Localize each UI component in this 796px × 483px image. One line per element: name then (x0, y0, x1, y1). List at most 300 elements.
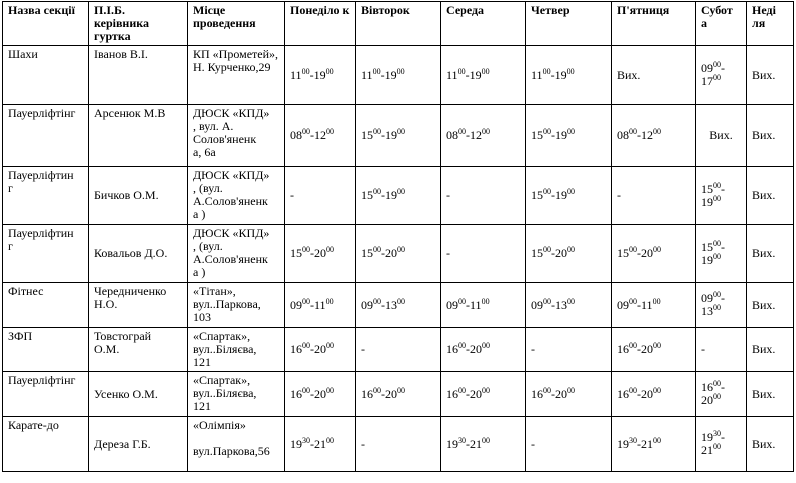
end-minutes: 00 (713, 193, 721, 203)
time-separator: - (551, 128, 555, 142)
schedule-value: Вих. (752, 297, 776, 312)
leader-name-line: Товстограй (94, 329, 152, 343)
place-cell (188, 372, 285, 417)
start-hour: 16 (617, 342, 629, 356)
place-cell (188, 225, 285, 283)
end-minutes: 00 (325, 296, 334, 306)
section-name: Пауерліфтінг (8, 106, 76, 120)
start-minutes: 00 (629, 296, 637, 306)
end-minutes: 00 (397, 245, 405, 254)
start-minutes: 00 (301, 66, 310, 76)
start-minutes: 00 (373, 127, 381, 136)
schedule-value: - (290, 188, 294, 202)
friday-cell (612, 417, 696, 472)
start-hour: 09 (290, 297, 302, 312)
start-hour: 15 (361, 188, 373, 202)
tuesday-cell (356, 167, 441, 225)
section-name-line: г (8, 239, 13, 253)
friday-cell (612, 328, 696, 372)
table-row (3, 283, 794, 328)
time-range (446, 298, 490, 312)
end-minutes: 00 (653, 341, 661, 350)
start-hour: 15 (617, 246, 629, 260)
start-hour: 15 (290, 246, 302, 260)
end-minutes: 00 (397, 296, 405, 306)
wednesday-cell (441, 283, 526, 328)
wednesday-cell (441, 105, 526, 167)
time-separator: - (721, 61, 725, 75)
table-row (3, 225, 794, 283)
saturday-cell (696, 372, 747, 417)
friday-cell (612, 46, 696, 105)
friday-cell (612, 283, 696, 328)
time-separator: - (381, 128, 385, 142)
section-name-line: Пауерліфтин (8, 226, 74, 240)
tuesday-cell (356, 372, 441, 417)
leader-cell (89, 283, 188, 328)
place-line: а ) (193, 207, 206, 221)
start-minutes: 00 (629, 245, 637, 254)
table-row (3, 372, 794, 417)
header-sunday: Неді ля (747, 2, 794, 46)
place-line: Солов'яненк (193, 132, 257, 146)
thursday-cell (526, 283, 612, 328)
saturday-cell (696, 46, 747, 105)
place-line: ДЮСК «КПД» (193, 168, 270, 182)
schedule-value: - (446, 246, 450, 260)
end-hour: 20 (641, 246, 653, 260)
start-minutes: 00 (372, 66, 381, 76)
end-hour: 19 (385, 128, 397, 142)
time-separator: - (721, 239, 725, 254)
saturday-cell (696, 105, 747, 167)
end-hour: 21 (314, 436, 326, 451)
end-minutes: 00 (397, 127, 405, 136)
start-minutes: 00 (373, 245, 381, 254)
end-hour: 13 (385, 297, 397, 312)
time-separator: - (466, 128, 470, 142)
schedule-value: Вих. (752, 67, 776, 82)
time-range (361, 387, 405, 401)
leader-cell (89, 417, 188, 472)
time-range (701, 182, 725, 209)
thursday-cell (526, 225, 612, 283)
time-range (361, 246, 405, 260)
time-range (701, 430, 725, 457)
time-separator: - (381, 188, 385, 202)
end-hour: 20 (385, 386, 397, 401)
section-name-line: г (8, 181, 13, 195)
section-name-cell (3, 372, 89, 417)
wednesday-cell (441, 417, 526, 472)
tuesday-cell (356, 105, 441, 167)
end-hour: 11 (641, 297, 653, 312)
end-minutes: 00 (482, 341, 490, 350)
time-range (361, 188, 405, 202)
header-monday: Понеділо к (285, 2, 356, 46)
table-row (3, 167, 794, 225)
section-name: ЗФП (8, 329, 33, 343)
start-minutes: 00 (713, 60, 721, 69)
end-minutes: 00 (326, 435, 334, 445)
saturday-cell (696, 417, 747, 472)
thursday-cell (526, 105, 612, 167)
end-hour: 20 (641, 386, 653, 401)
end-minutes: 00 (567, 127, 575, 136)
start-hour: 11 (361, 67, 373, 82)
monday-cell (285, 372, 356, 417)
sunday-cell (747, 167, 794, 225)
start-minutes: 00 (629, 127, 637, 136)
header-place: Місце проведення (188, 2, 285, 46)
place-line: ДЮСК «КПД» (193, 226, 270, 240)
time-range (361, 128, 405, 142)
place-line: 121 (193, 399, 211, 413)
start-hour: 09 (701, 291, 713, 305)
start-minutes: 00 (373, 296, 381, 306)
end-minutes: 00 (325, 66, 334, 76)
header-wednesday: Середа (441, 2, 526, 46)
start-hour: 09 (446, 297, 458, 312)
time-separator: - (310, 342, 314, 356)
time-separator: - (465, 67, 470, 82)
section-name: Шахи (8, 47, 38, 61)
time-range (531, 298, 575, 312)
time-separator: - (721, 430, 725, 444)
section-name: Пауерліфтінг (8, 373, 76, 387)
end-hour: 20 (385, 246, 397, 260)
end-minutes: 00 (481, 296, 490, 306)
schedule-value: Вих. (752, 386, 776, 401)
time-separator: - (550, 67, 555, 82)
thursday-cell (526, 328, 612, 372)
tuesday-cell (356, 46, 441, 105)
start-minutes: 00 (458, 296, 466, 306)
start-minutes: 00 (713, 290, 721, 299)
leader-name: Іванов В.І. (94, 47, 148, 61)
time-range (446, 128, 490, 142)
place-line: вул.Паркова,56 (193, 444, 270, 458)
start-minutes: 30 (302, 435, 310, 445)
place-line: «Спартак», (193, 373, 251, 387)
place-cell (188, 417, 285, 472)
start-hour: 16 (701, 380, 713, 394)
end-minutes: 00 (326, 385, 334, 395)
time-separator: - (721, 291, 725, 305)
start-hour: 19 (290, 436, 302, 451)
place-line: А.Солов'яненк (193, 194, 268, 208)
wednesday-cell (441, 328, 526, 372)
end-hour: 19 (313, 67, 326, 82)
time-separator: - (466, 297, 470, 312)
friday-cell (612, 372, 696, 417)
end-hour: 19 (701, 252, 713, 267)
end-minutes: 00 (566, 66, 575, 76)
start-hour: 09 (531, 297, 543, 312)
time-range (617, 128, 661, 142)
end-hour: 19 (555, 188, 567, 202)
start-hour: 15 (701, 181, 713, 196)
time-separator: - (551, 297, 555, 312)
sunday-cell (747, 46, 794, 105)
place-line: , (вул. (193, 239, 223, 253)
end-minutes: 00 (481, 66, 490, 76)
time-separator: - (466, 386, 470, 401)
time-separator: - (381, 386, 385, 401)
end-minutes: 00 (653, 385, 661, 395)
start-hour: 15 (531, 246, 543, 260)
wednesday-cell (441, 46, 526, 105)
start-minutes: 00 (713, 238, 721, 248)
leader-cell (89, 46, 188, 105)
start-hour: 15 (531, 188, 543, 202)
place-line: , (вул. (193, 181, 223, 195)
time-range (290, 68, 334, 82)
start-minutes: 00 (543, 296, 551, 306)
start-hour: 09 (617, 297, 629, 312)
end-minutes: 00 (482, 435, 490, 445)
header-section: Назва секції (3, 2, 89, 46)
start-hour: 16 (290, 342, 302, 356)
end-minutes: 00 (567, 385, 575, 395)
schedule-value: Вих. (617, 67, 641, 82)
place-line: «Спартак», (193, 329, 251, 343)
end-minutes: 00 (567, 296, 575, 306)
start-hour: 16 (361, 386, 373, 401)
time-range (446, 342, 490, 356)
start-minutes: 00 (543, 187, 551, 196)
leader-name-line: Чередниченко (94, 284, 167, 298)
start-minutes: 00 (302, 341, 310, 350)
time-separator: - (721, 380, 725, 394)
time-range (531, 246, 575, 260)
monday-cell (285, 167, 356, 225)
place-line: 121 (193, 355, 211, 369)
time-separator: - (309, 67, 314, 82)
section-name-cell (3, 328, 89, 372)
section-name: Фітнес (8, 284, 44, 298)
leader-cell (89, 225, 188, 283)
place-line: КП «Прометей», (193, 47, 279, 61)
start-hour: 16 (531, 386, 543, 401)
header-row (3, 2, 794, 46)
start-hour: 16 (446, 342, 458, 356)
saturday-cell (696, 167, 747, 225)
sunday-cell (747, 417, 794, 472)
time-range (701, 380, 725, 407)
schedule-value: - (361, 436, 365, 451)
time-range (290, 298, 334, 312)
leader-cell (89, 105, 188, 167)
leader-name: Дереза Г.Б. (94, 436, 151, 451)
place-line: 103 (193, 310, 211, 324)
schedule-value: - (531, 342, 535, 356)
time-range (290, 128, 334, 142)
start-minutes: 00 (629, 341, 637, 350)
time-range (290, 342, 334, 356)
place-line: вул..Біляєва, (193, 386, 257, 400)
end-minutes: 00 (326, 245, 334, 254)
leader-name: Ковальов Д.О. (94, 246, 168, 260)
time-separator: - (310, 246, 314, 260)
wednesday-cell (441, 225, 526, 283)
end-minutes: 00 (397, 385, 405, 395)
time-range (446, 387, 490, 401)
end-hour: 13 (701, 304, 713, 318)
time-separator: - (466, 436, 470, 451)
place-cell (188, 46, 285, 105)
time-range (701, 291, 725, 318)
end-hour: 13 (555, 297, 567, 312)
end-hour: 21 (701, 443, 713, 457)
section-name-cell (3, 417, 89, 472)
start-minutes: 00 (542, 66, 551, 76)
time-range (701, 240, 725, 267)
time-separator: - (466, 342, 470, 356)
end-hour: 11 (470, 297, 482, 312)
time-separator: - (551, 386, 555, 401)
section-name-cell (3, 283, 89, 328)
thursday-cell (526, 46, 612, 105)
end-hour: 20 (314, 386, 326, 401)
leader-cell (89, 328, 188, 372)
tuesday-cell (356, 225, 441, 283)
tuesday-cell (356, 283, 441, 328)
time-range (361, 298, 405, 312)
wednesday-cell (441, 372, 526, 417)
start-minutes: 00 (302, 127, 310, 136)
time-separator: - (381, 297, 385, 312)
end-minutes: 00 (397, 187, 405, 196)
time-range (446, 68, 490, 82)
place-line: «Олімпія» (193, 418, 246, 432)
thursday-cell (526, 417, 612, 472)
start-minutes: 00 (543, 245, 551, 254)
start-hour: 19 (617, 436, 629, 451)
thursday-cell (526, 372, 612, 417)
place-line: , вул. А. (193, 119, 234, 133)
time-separator: - (637, 128, 641, 142)
leader-cell (89, 167, 188, 225)
start-minutes: 00 (543, 385, 551, 395)
thursday-cell (526, 167, 612, 225)
place-line: Н. Курченко,29 (193, 60, 271, 74)
time-separator: - (637, 246, 641, 260)
start-minutes: 00 (713, 180, 721, 190)
leader-name-line: О.М. (94, 342, 120, 356)
section-name: Карате-до (8, 418, 59, 432)
time-range (290, 387, 334, 401)
end-minutes: 00 (567, 245, 575, 254)
schedule-value: - (531, 436, 535, 451)
end-hour: 19 (384, 67, 397, 82)
time-range (617, 387, 661, 401)
place-line: вул..Біляєва, (193, 342, 257, 356)
start-minutes: 30 (629, 435, 637, 445)
time-separator: - (721, 181, 725, 196)
start-minutes: 00 (543, 127, 551, 136)
time-range (617, 246, 661, 260)
start-hour: 15 (361, 128, 373, 142)
end-minutes: 00 (482, 385, 490, 395)
start-minutes: 00 (302, 385, 310, 395)
time-range (290, 437, 334, 451)
end-hour: 20 (555, 246, 567, 260)
place-line: вул..Паркова, (193, 297, 261, 311)
time-separator: - (310, 128, 314, 142)
start-minutes: 00 (458, 127, 466, 136)
time-separator: - (637, 436, 641, 451)
schedule-table (2, 1, 794, 472)
table-row (3, 417, 794, 472)
end-minutes: 00 (652, 296, 661, 306)
time-range (531, 68, 575, 82)
place-cell (188, 167, 285, 225)
start-minutes: 00 (302, 296, 310, 306)
section-name-cell (3, 46, 89, 105)
leader-name: Арсенюк М.В (94, 106, 166, 120)
header-saturday: Субот а (696, 2, 747, 46)
end-minutes: 00 (482, 127, 490, 136)
time-range (531, 387, 575, 401)
start-minutes: 00 (629, 385, 637, 395)
section-name-cell (3, 167, 89, 225)
end-minutes: 00 (653, 127, 661, 136)
start-minutes: 00 (373, 385, 381, 395)
time-separator: - (310, 386, 314, 401)
place-cell (188, 283, 285, 328)
place-cell (188, 328, 285, 372)
time-separator: - (637, 342, 641, 356)
end-hour: 20 (314, 342, 326, 356)
time-separator: - (637, 386, 641, 401)
schedule-value: - (701, 342, 705, 356)
time-separator: - (310, 297, 314, 312)
end-hour: 19 (385, 188, 397, 202)
start-minutes: 30 (458, 435, 466, 445)
end-hour: 20 (314, 246, 326, 260)
start-hour: 16 (446, 386, 458, 401)
monday-cell (285, 417, 356, 472)
tuesday-cell (356, 328, 441, 372)
end-minutes: 00 (713, 442, 721, 451)
time-range (617, 342, 661, 356)
end-hour: 12 (470, 128, 482, 142)
table-row (3, 105, 794, 167)
leader-name-line: Н.О. (94, 297, 118, 311)
leader-cell (89, 372, 188, 417)
schedule-value: Вих. (752, 188, 776, 202)
end-minutes: 00 (567, 187, 575, 196)
end-hour: 21 (470, 436, 482, 451)
monday-cell (285, 328, 356, 372)
start-hour: 11 (531, 67, 543, 82)
friday-cell (612, 167, 696, 225)
saturday-cell (696, 283, 747, 328)
schedule-value: Вих. (752, 128, 776, 142)
end-hour: 21 (641, 436, 653, 451)
schedule-value: Вих. (752, 342, 776, 356)
place-line: а, 6а (193, 145, 216, 159)
table-row (3, 46, 794, 105)
sunday-cell (747, 328, 794, 372)
start-hour: 11 (446, 67, 458, 82)
time-range (531, 188, 575, 202)
leader-name: Бичков О.М. (94, 188, 159, 202)
end-minutes: 00 (713, 251, 721, 261)
start-hour: 19 (446, 436, 458, 451)
table-row (3, 328, 794, 372)
